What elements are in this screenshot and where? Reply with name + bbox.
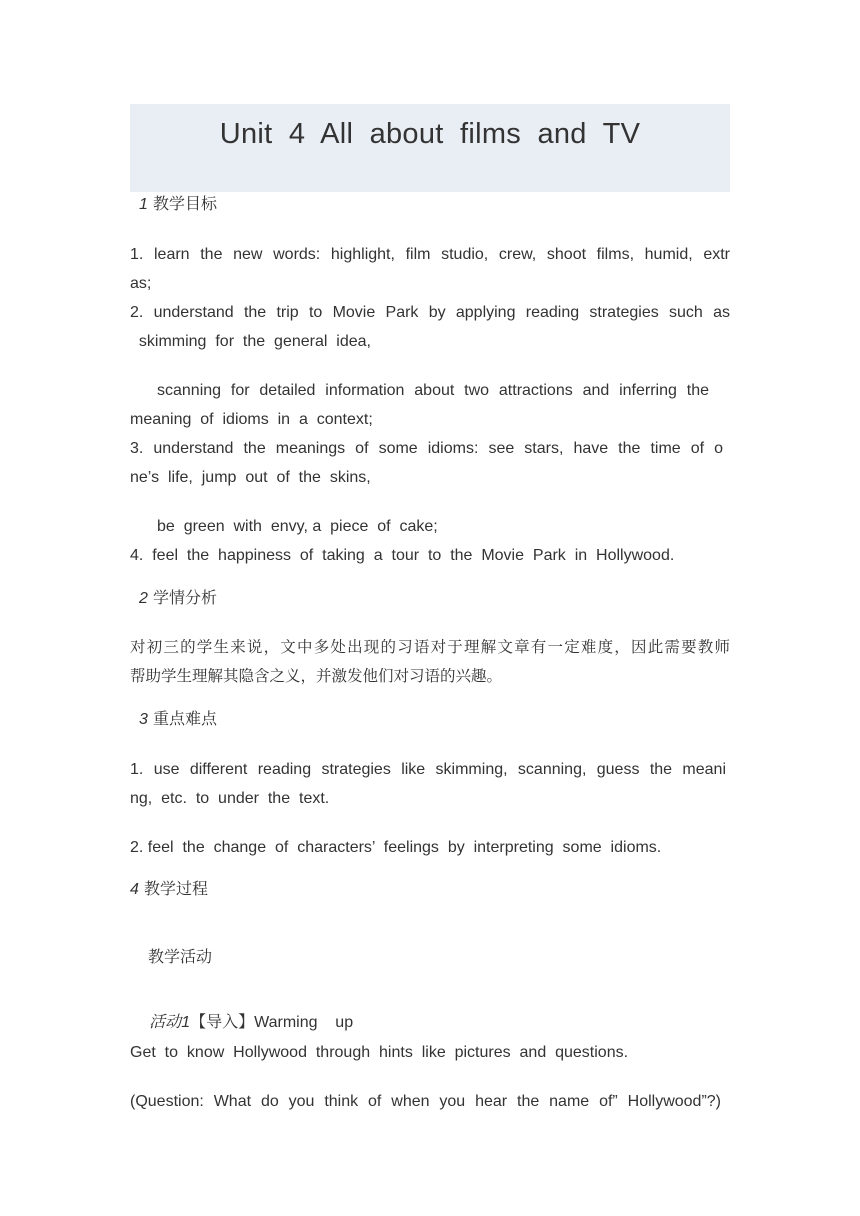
process-line: Get to know Hollywood through hints like pictures and questions. (130, 1044, 629, 1061)
section-heading-analysis (139, 588, 217, 609)
activity-number: 1 (181, 1014, 191, 1031)
section-heading-key-points (139, 709, 217, 730)
section-number: 3 (139, 711, 148, 728)
section-number: 4 (130, 881, 139, 898)
analysis-line: 帮助学生理解其隐含之义，并激发他们对习语的兴趣。 (130, 667, 503, 685)
goal-line: skimming for the general idea, (130, 333, 371, 350)
section-title: 教学过程 (144, 879, 209, 898)
process-line: (Question: What do you think of when you hear the name of” Hollywood”?) (130, 1093, 721, 1110)
goal-line: 4. feel the happiness of taking a tour to the Movie Park in Hollywood. (130, 547, 675, 564)
activity-prefix: 活动 (149, 1012, 182, 1031)
section-number: 2 (139, 590, 148, 607)
goal-line: 1. learn the new words: highlight, film studio, crew, shoot films, humid, extr (130, 246, 730, 263)
activity-title: 【导入】Warming up (190, 1014, 354, 1031)
section-title: 学情分析 (153, 588, 218, 607)
activities-label: 教学活动 (148, 947, 213, 966)
key-point-line: 1. use different reading strategies like skimming, scanning, guess the meani (130, 761, 726, 778)
section-heading-goals (139, 194, 217, 215)
page-title: Unit 4 All about films and TV (219, 118, 641, 150)
goal-line: 2. understand the trip to Movie Park by applying reading strategies such as (130, 304, 730, 321)
activity-1-heading (139, 992, 353, 1033)
section-title: 教学目标 (153, 194, 218, 213)
goal-line: ne’s life, jump out of the skins, (130, 469, 371, 486)
analysis-line: 对初三的学生来说，文中多处出现的习语对于理解文章有一定难度，因此需要教师 (130, 638, 730, 656)
section-title: 重点难点 (153, 709, 218, 728)
goal-line: scanning for detailed information about two attractions and inferring the (157, 382, 709, 399)
goal-line: be green with envy, a piece of cake; (157, 518, 438, 535)
goal-line: as; (130, 275, 152, 292)
goal-line: 3. understand the meanings of some idioms: see stars, have the time of o (130, 440, 723, 457)
section-number: 1 (139, 196, 148, 213)
key-point-line: ng, etc. to under the text. (130, 790, 330, 807)
section-heading-process (130, 879, 208, 900)
goal-line: meaning of idioms in a context; (130, 411, 373, 428)
key-point-line: 2. feel the change of characters’ feelings by interpreting some idioms. (130, 839, 662, 856)
